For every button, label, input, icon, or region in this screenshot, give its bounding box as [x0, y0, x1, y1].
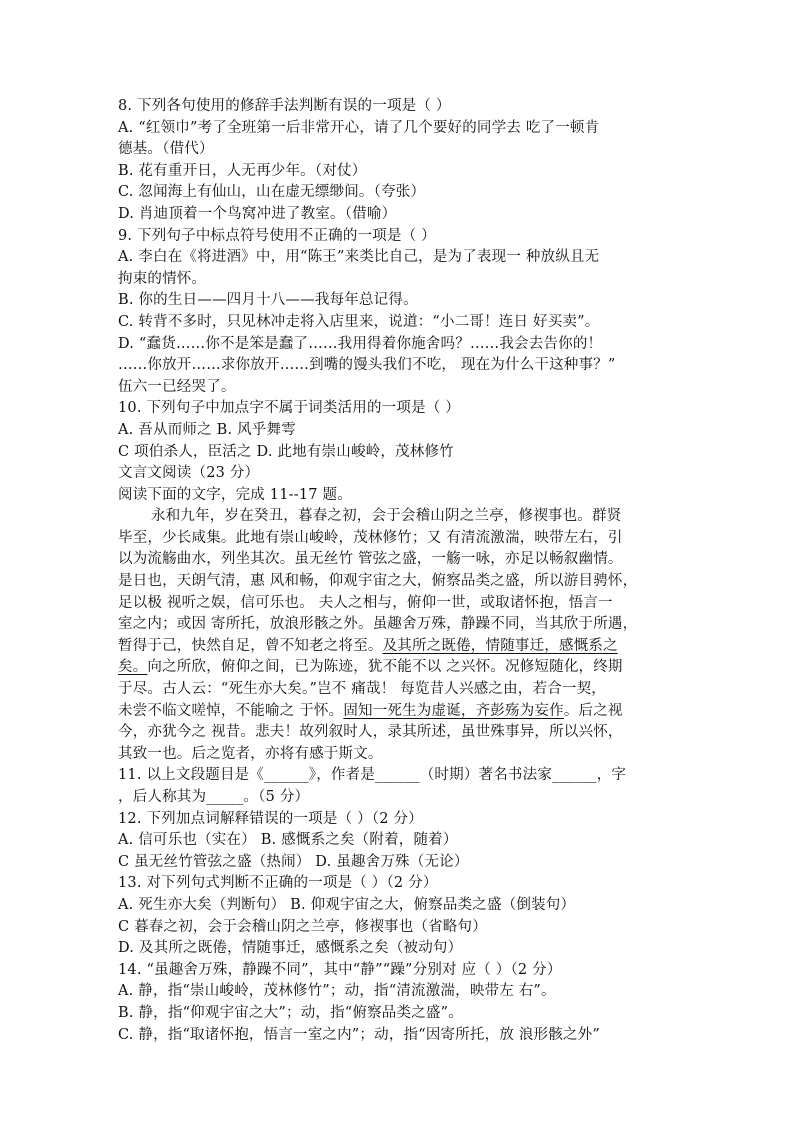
- text-line: 14. “虽趣舍万殊，静躁不同”，其中“静”“躁”分别对 应（ ）（2 分）: [118, 961, 562, 978]
- passage-line: [118, 636, 684, 658]
- passage-line: [118, 701, 684, 723]
- passage-text: 未尝不临文嗟悼，不能喻之 于怀。: [118, 702, 344, 719]
- text-line: A. 死生亦大矣（判断句） B. 仰观宇宙之大，俯察品类之盛（倒装句）: [118, 896, 576, 913]
- text-line: B. 静，指“仰观宇宙之大”；动，指“俯察品类之盛”。: [118, 1004, 463, 1021]
- text-line: 文言文阅读（23 分）: [118, 465, 260, 482]
- underlined-sentence: 固知一死生为虚诞，齐彭殇为妄作: [343, 702, 564, 719]
- passage-line: [118, 657, 684, 679]
- passage-line: [118, 744, 684, 766]
- text-line: 8. 下列各句使用的修辞手法判断有误的一项是（ ）: [118, 98, 451, 114]
- text-line: A. 李白在《将进酒》中，用“陈王”来类比自己，是为了表现一 种放纵且无: [118, 249, 600, 266]
- text-line: 9. 下列句子中标点符号使用不正确的一项是（ ）: [118, 227, 436, 244]
- text-line: C. 忽闻海上有仙山，山在虚无缥缈间。（夸张）: [118, 184, 426, 201]
- text-line: 10. 下列句子中加点字不属于词类活用的一项是（ ）: [118, 400, 460, 417]
- passage-line: [118, 506, 684, 528]
- passage-text: 今，亦犹今之 视昔。悲夫！故列叙时人，录其所述，虽世殊事异，所以兴怀，: [118, 724, 623, 741]
- text-line: 13. 对下列句式判断不正确的一项是（ ）（2 分）: [118, 875, 438, 892]
- passage-text: 。后之视: [563, 702, 623, 719]
- text-line: C. 转背不多时，只见林冲走将入店里来，说道：“小二哥！连日 好买卖”。: [118, 313, 600, 330]
- text-line: 拘束的情怀。: [118, 270, 207, 287]
- passage-line: [118, 571, 684, 593]
- text-line: A. “红领巾”考了全班第一后非常开心，请了几个要好的同学去 吃了一顿肯: [118, 119, 600, 136]
- document-page: [118, 96, 684, 1046]
- text-line: B. 花有重开日，人无再少年。（对仗）: [118, 162, 367, 179]
- passage-text: 于尽。古人云：“死生亦大矣。”岂不 痛哉！ 每览昔人兴感之由，若合一契，: [118, 681, 606, 698]
- questions-8-to-10: [118, 96, 684, 506]
- passage-text: 毕至，少长咸集。此地有崇山峻岭，茂林修竹；又 有清流激湍，映带左右，引: [118, 529, 623, 546]
- text-line: ……你放开……求你放开……到嘴的馒头我们不吃， 现在为什么干这种事？”: [118, 357, 616, 374]
- passage-text: 向之所欣，俯仰之间，已为陈迹，犹不能不以 之兴怀。况修短随化，终期: [147, 659, 623, 676]
- passage-line: [118, 679, 684, 701]
- passage-text: 永和九年，岁在癸丑，暮春之初，会于会稽山阴之兰亭，修禊事也。群贤: [151, 508, 622, 525]
- passage-line: [118, 722, 684, 744]
- passage-text: 是日也，天朗气清，惠 风和畅，仰观宇宙之大，俯察品类之盛，所以游目骋怀，: [118, 573, 638, 590]
- text-line: C 项伯杀人，臣活之 D. 此地有崇山峻岭，茂林修竹: [118, 443, 454, 460]
- text-line: A. 静，指“崇山峻岭，茂林修竹”；动，指“清流激湍，映带左 右”。: [118, 983, 556, 1000]
- text-line: C 虽无丝竹管弦之盛（热闹） D. 虽趣舍万殊（无论）: [118, 853, 469, 870]
- passage-text: 足以极 视听之娱，信可乐也。 夫人之相与，俯仰一世，或取诸怀抱，悟言一: [118, 594, 613, 611]
- text-line: 12. 下列加点词解释错误的一项是（ ）（2 分）: [118, 810, 423, 827]
- text-line: D. “蠢货……你不是笨是蠢了……我用得着你施舍吗？……我会去告你的！: [118, 335, 603, 352]
- passage-text: 以为流觞曲水，列坐其次。虽无丝竹 管弦之盛，一觞一咏，亦足以畅叙幽情。: [118, 551, 623, 568]
- text-line: 德基。（借代）: [118, 141, 214, 158]
- text-line: 阅读下面的文字，完成 11--17 题。: [118, 486, 352, 503]
- text-line: ，后人称其为_____。（5 分）: [118, 789, 310, 805]
- underlined-sentence: 及其所之既倦，情随事迁，感慨系之: [382, 637, 618, 654]
- text-line: D. 肖迪顶着一个鸟窝冲进了教室。（借喻）: [118, 205, 397, 222]
- passage-text: 室之内；或因 寄所托，放浪形骸之外。虽趣舍万殊，静躁不同，当其欣于所遇，: [118, 616, 638, 633]
- questions-11-to-14: [118, 765, 684, 1046]
- text-line: D. 及其所之既倦，情随事迁，感慨系之矣（被动句）: [118, 940, 463, 957]
- passage-line: [118, 549, 684, 571]
- passage-line: [118, 614, 684, 636]
- passage-text: 暂得于己，快然自足，曾不知老之将至。: [118, 637, 383, 654]
- text-line: B. 你的生日——四月十八——我每年总记得。: [118, 292, 418, 309]
- classical-passage: [118, 506, 684, 765]
- underlined-sentence: 矣。: [118, 659, 148, 676]
- text-line: 11. 以上文段题目是《______》，作者是______（时期）著名书法家______，字: [118, 767, 627, 784]
- text-line: A. 信可乐也（实在） B. 感慨系之矣（附着，随着）: [118, 832, 458, 849]
- text-line: 伍六一已经哭了。: [118, 378, 236, 395]
- text-line: C. 静，指“取诸怀抱，悟言一室之内”；动，指“因寄所托，放 浪形骸之外”: [118, 1026, 600, 1043]
- text-line: C 暮春之初，会于会稽山阴之兰亭，修禊事也（省略句）: [118, 918, 487, 935]
- passage-line: [118, 528, 684, 550]
- passage-text: 其致一也。后之览者，亦将有感于斯文。: [118, 745, 383, 762]
- passage-line: [118, 593, 684, 615]
- text-line: A. 吾从而师之 B. 风乎舞雩: [118, 421, 296, 438]
